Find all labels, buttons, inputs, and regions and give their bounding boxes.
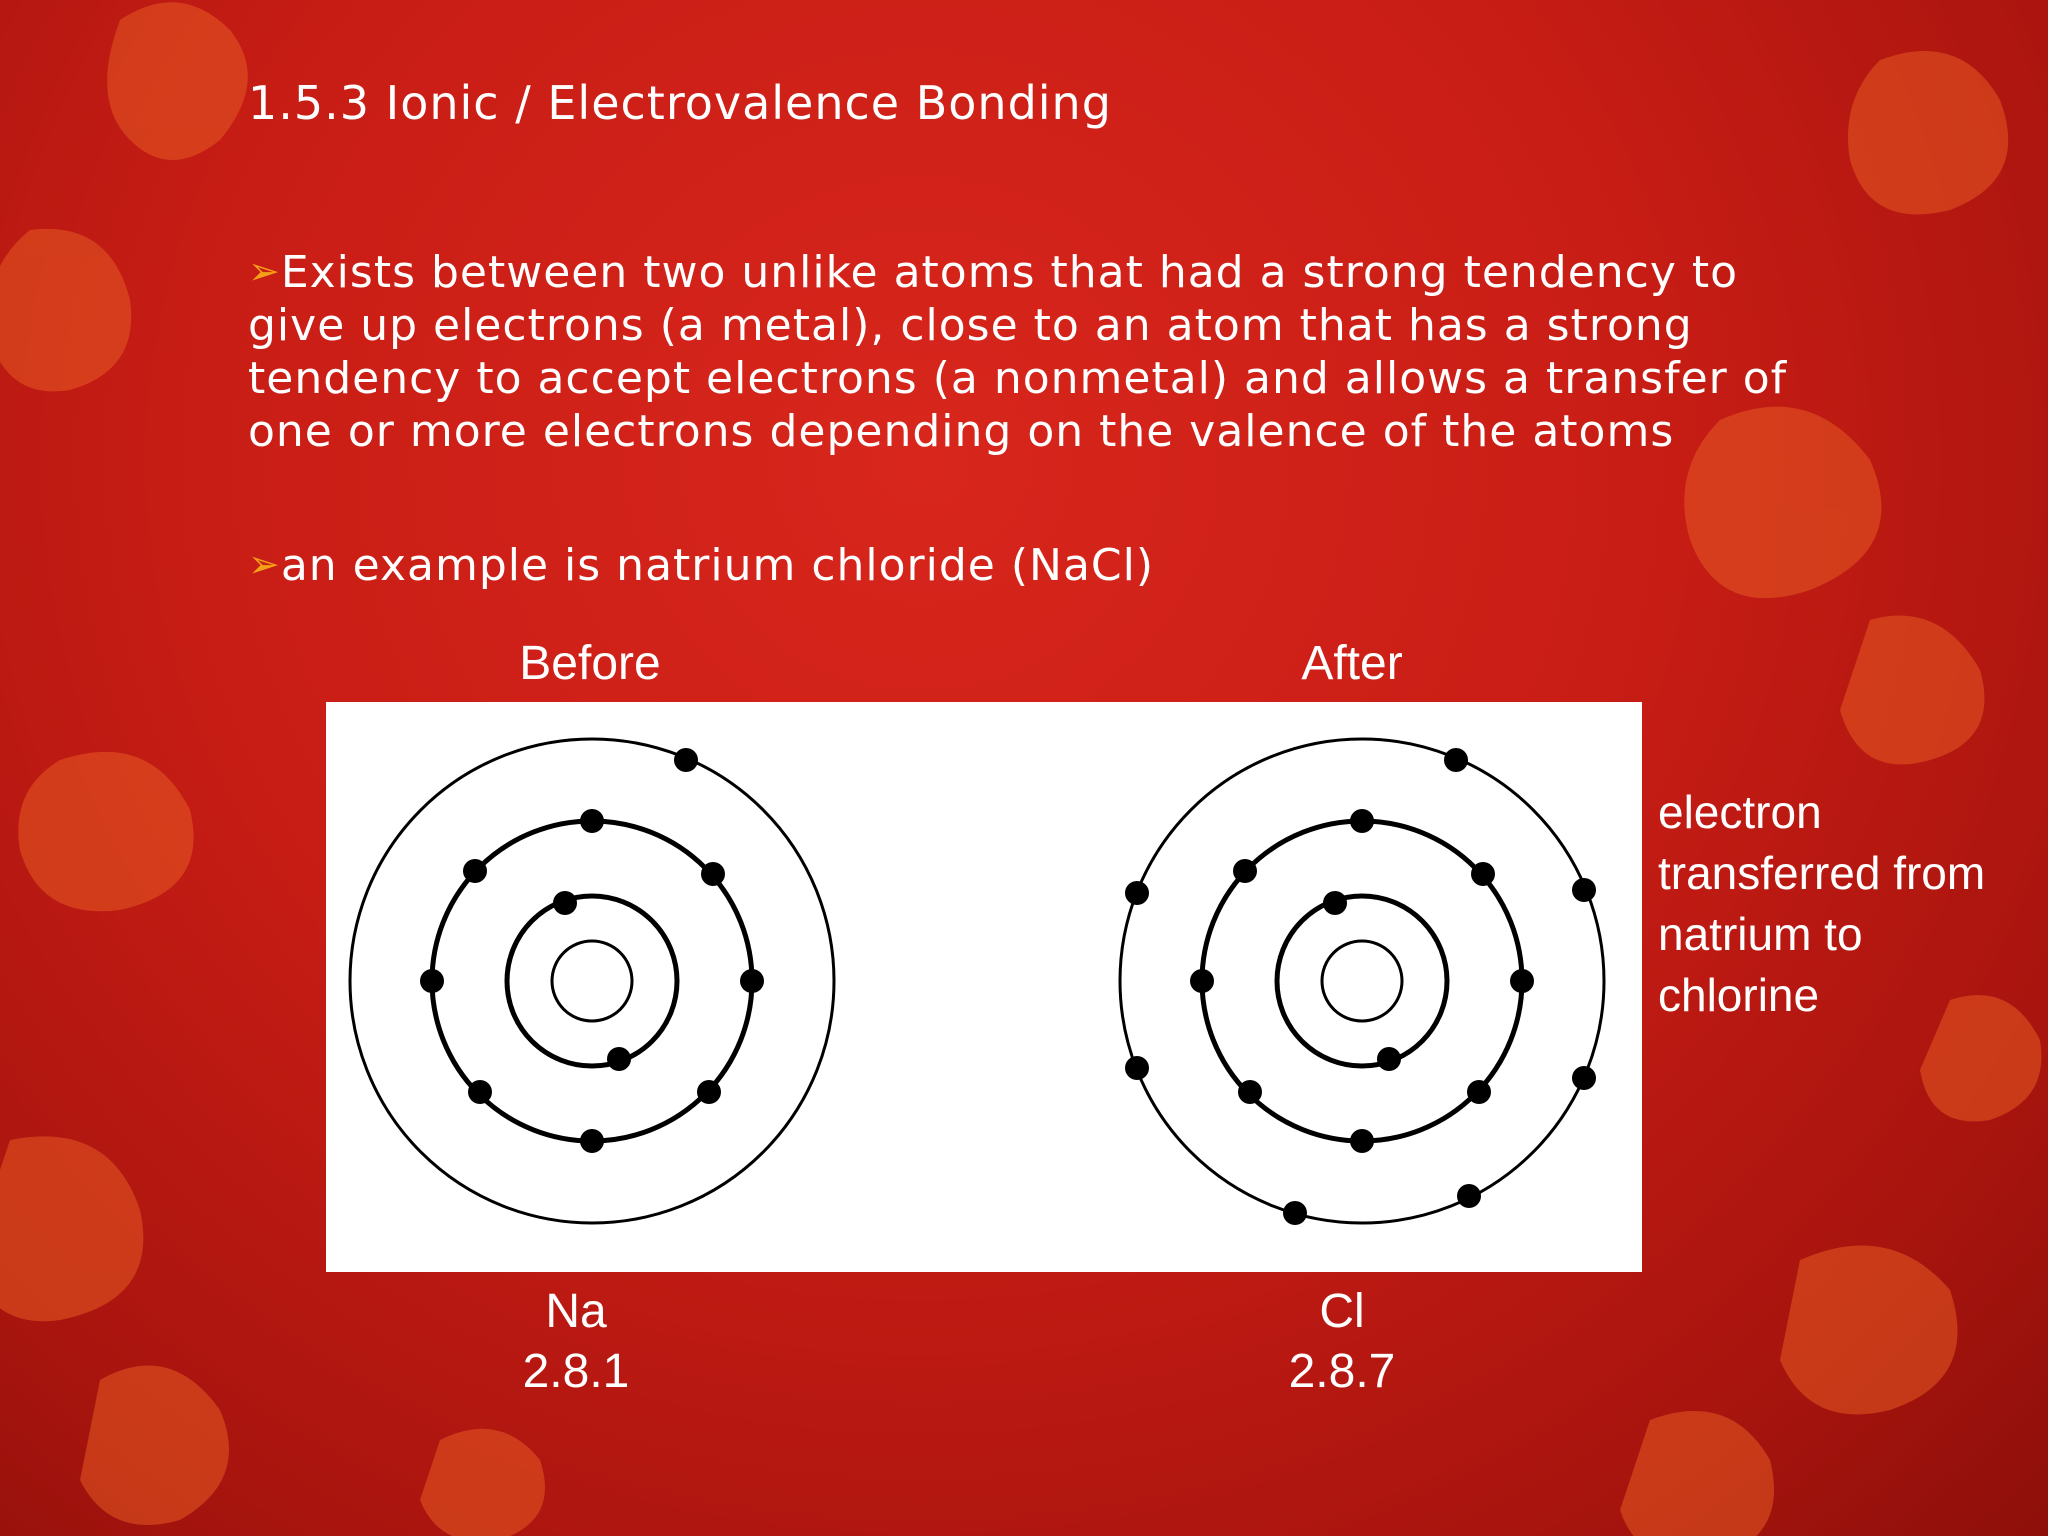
electron (607, 1047, 631, 1071)
electron (553, 891, 577, 915)
leaf-decoration (107, 2, 248, 160)
leaf-decoration (0, 1136, 143, 1321)
electron (1233, 859, 1257, 883)
nucleus (552, 941, 632, 1021)
electron (463, 859, 487, 883)
electron (1471, 862, 1495, 886)
leaf-decoration (420, 1429, 545, 1536)
electron (1125, 1056, 1149, 1080)
leaf-decoration (1780, 1245, 1958, 1414)
electron (580, 809, 604, 833)
electron (1350, 809, 1374, 833)
arrow-bullet-icon: ➢ (248, 249, 281, 293)
atom-diagram-panel (326, 702, 1642, 1272)
electron (740, 969, 764, 993)
before-label: Before (519, 637, 661, 690)
electron (1510, 969, 1534, 993)
chlorine-caption (1222, 1282, 1462, 1402)
electron (1190, 969, 1214, 993)
electron (1457, 1184, 1481, 1208)
leaf-decoration (1620, 1411, 1774, 1536)
electron (1283, 1201, 1307, 1225)
electron (420, 969, 444, 993)
electron (1125, 881, 1149, 905)
electron (1572, 878, 1596, 902)
electron (1444, 748, 1468, 772)
leaf-decoration (18, 752, 193, 911)
leaf-decoration (1848, 51, 2008, 214)
sodium-symbol: Na (545, 1285, 607, 1338)
chlorine-electrons (1125, 748, 1596, 1225)
sodium-configuration: 2.8.1 (522, 1345, 630, 1398)
sodium-electrons (420, 748, 764, 1153)
arrow-bullet-icon: ➢ (248, 542, 281, 586)
inner-shell (507, 896, 677, 1066)
bohr-model-diagram (326, 702, 1642, 1272)
sodium-caption (456, 1282, 696, 1402)
inner-shell (1277, 896, 1447, 1066)
electron (1572, 1066, 1596, 1090)
leaf-decoration (80, 1365, 229, 1525)
electron (1323, 891, 1347, 915)
leaf-decoration (0, 229, 131, 392)
electron (701, 862, 725, 886)
slide-title: 1.5.3 Ionic / Electrovalence Bonding (248, 76, 1112, 130)
electron (468, 1080, 492, 1104)
bullet-example (248, 538, 1788, 592)
electron (1350, 1129, 1374, 1153)
electron (1238, 1080, 1262, 1104)
nucleus (1322, 941, 1402, 1021)
after-label: After (1301, 637, 1403, 690)
electron (697, 1080, 721, 1104)
electron (580, 1129, 604, 1153)
bullet-text: Exists between two unlike atoms that had a strong tendency to give up electrons (a metal), close to an atom that has a strong tendency to accept electrons (a nonmetal) and allows a transfer of one or more electrons depending on the valence of the atoms (248, 247, 1788, 457)
electron-transfer-note: electron transferred from natrium to chlorine (1658, 786, 1986, 1021)
bullet-definition (248, 245, 1788, 458)
chlorine-configuration: 2.8.7 (1288, 1345, 1396, 1398)
leaf-decoration (1840, 616, 1984, 765)
electron (1467, 1080, 1491, 1104)
electron (674, 748, 698, 772)
electron (1377, 1047, 1401, 1071)
chlorine-symbol: Cl (1319, 1285, 1365, 1338)
bullet-text: an example is natrium chloride (NaCl) (280, 540, 1155, 591)
